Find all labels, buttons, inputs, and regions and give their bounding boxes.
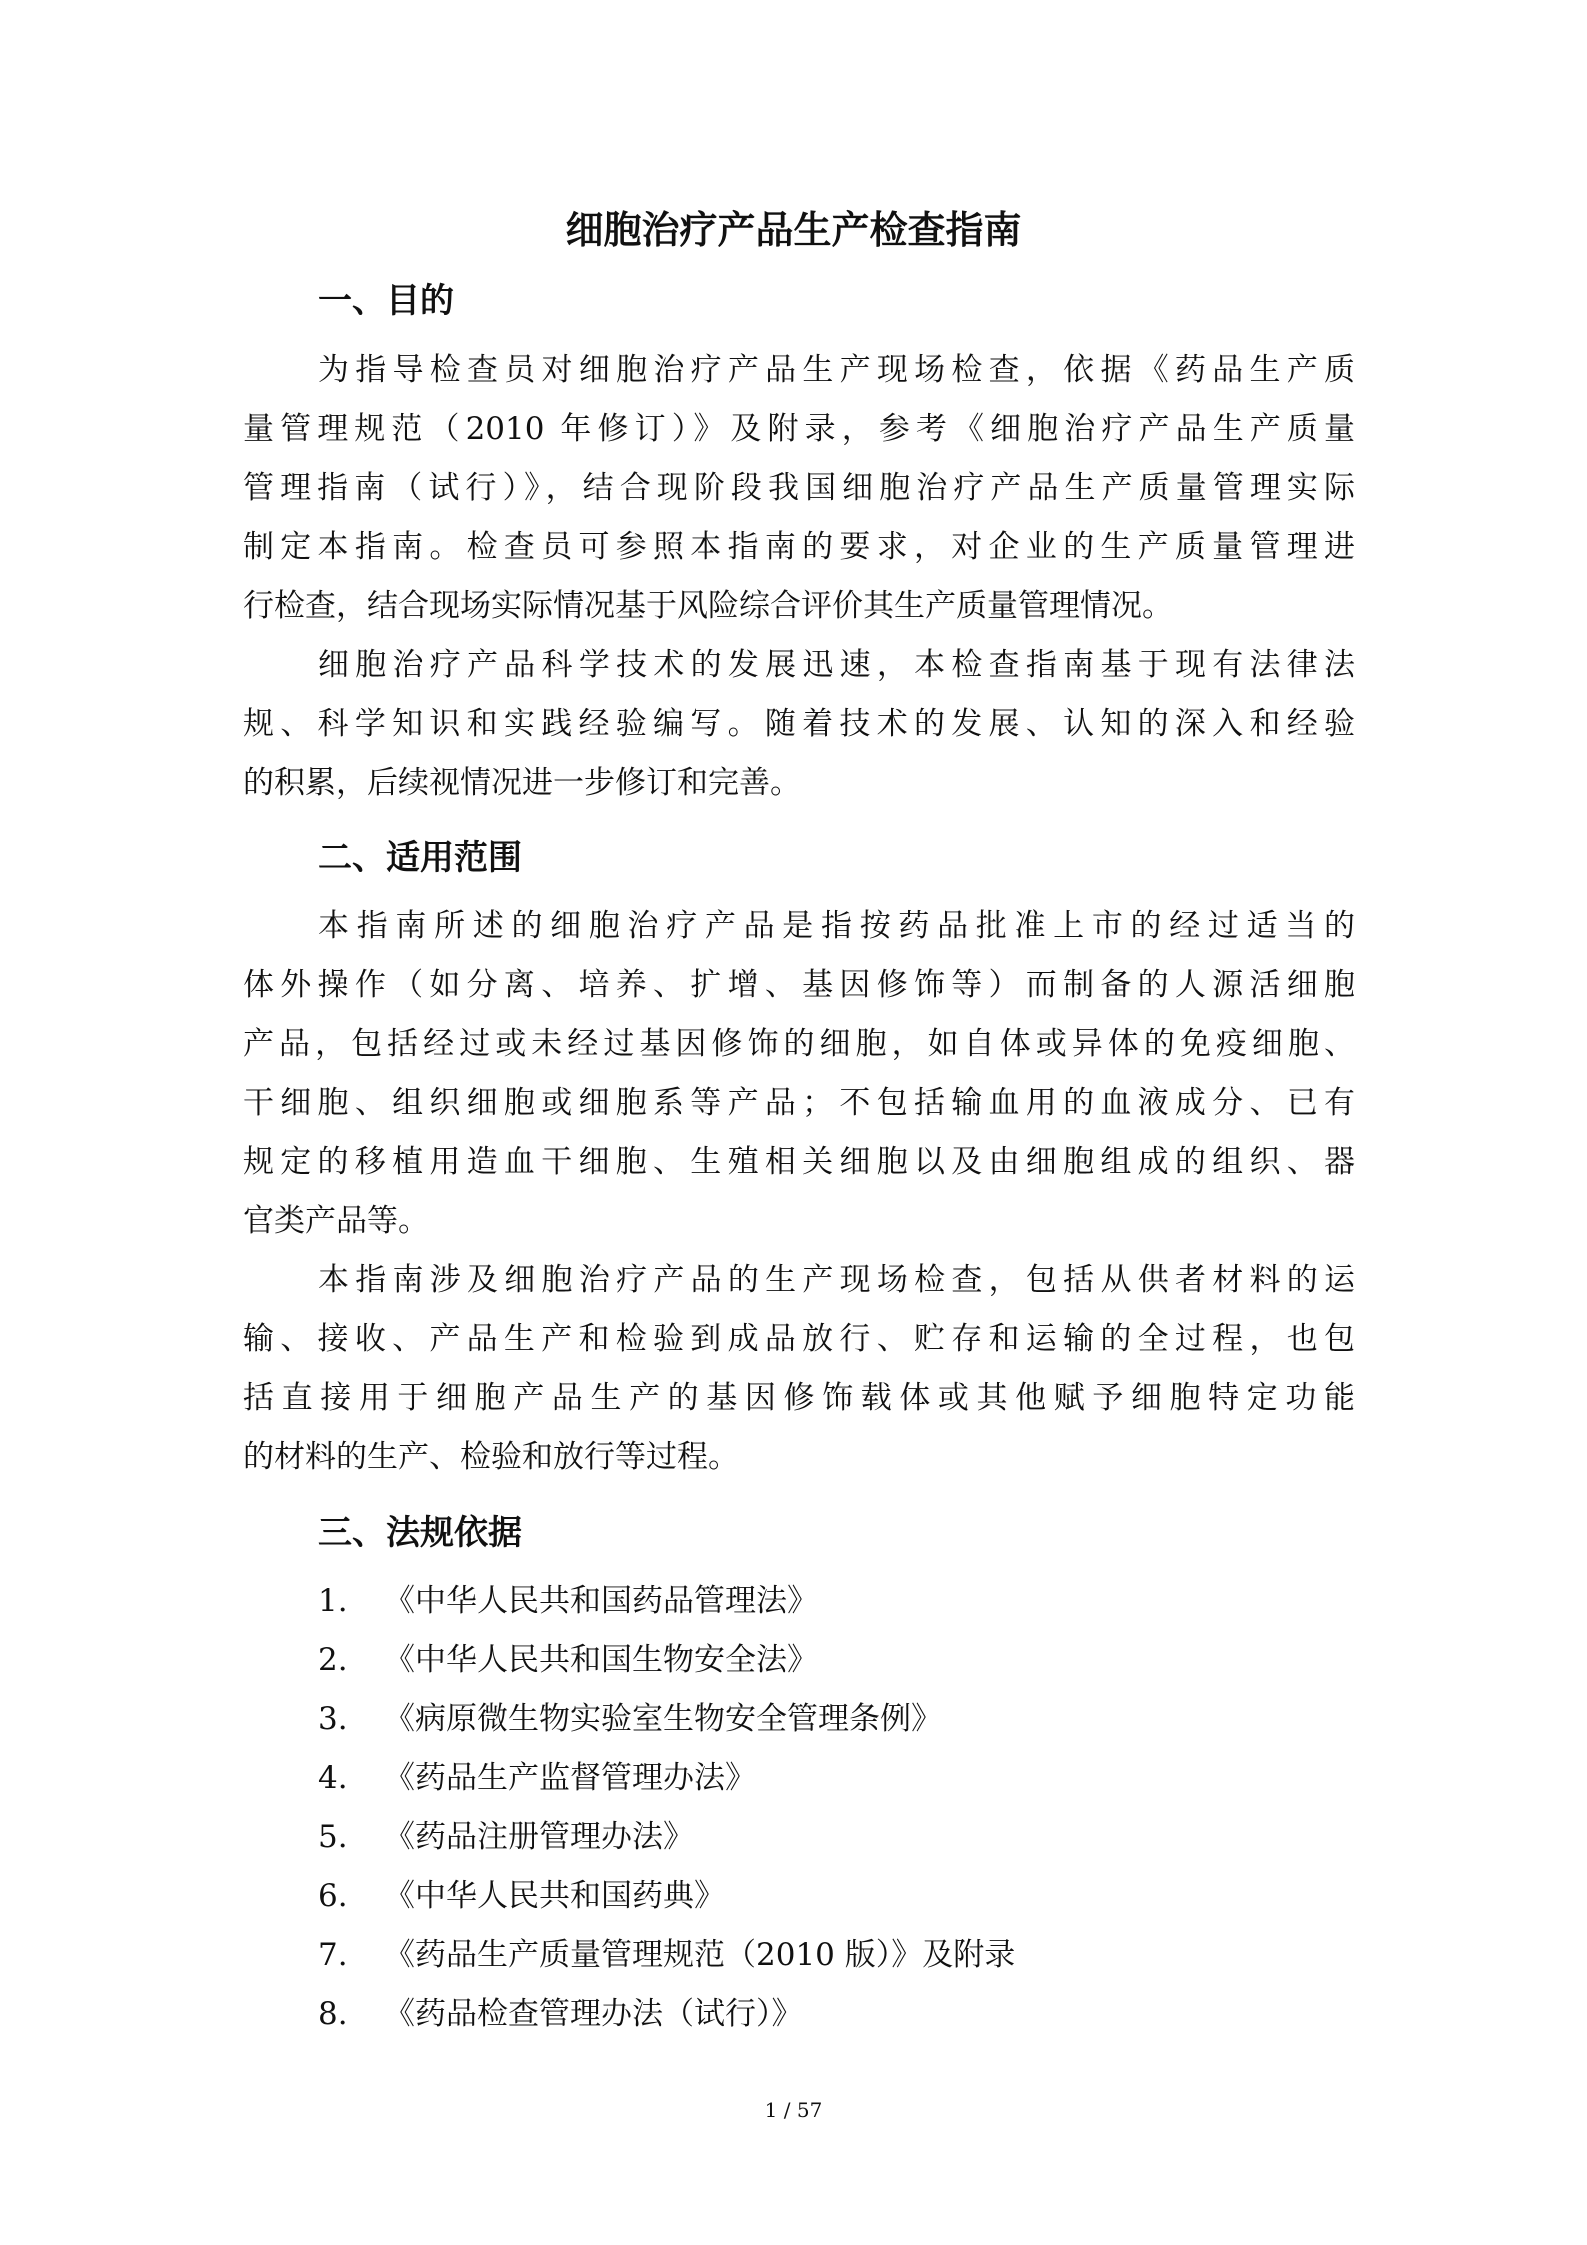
list-text: 《病原微生物实验室生物安全管理条例》 [384,1701,942,1737]
page-number: 1 / 57 [764,2098,823,2122]
text-line: 括直接用于细胞产品生产的基因修饰载体或其他赋予细胞特定功能 [243,1380,1355,1416]
list-number: 6. [318,1878,348,1914]
list-item [318,1572,1015,1631]
text-line: 管理指南（试行）》，结合现阶段我国细胞治疗产品生产质量管理实际 [243,470,1355,506]
list-item [318,1749,1015,1808]
list-number: 8. [318,1996,348,2032]
list-item [318,1808,1015,1867]
text-line: 行检查，结合现场实际情况基于风险综合评价其生产质量管理情况。 [243,588,1173,624]
regulation-list [318,1572,1015,2044]
section-heading-scope: 二、适用范围 [318,838,522,878]
list-text: 《中华人民共和国生物安全法》 [384,1642,818,1678]
text-line: 输、接收、产品生产和检验到成品放行、贮存和运输的全过程，也包 [243,1321,1355,1357]
document-title: 细胞治疗产品生产检查指南 [565,208,1022,252]
list-text: 《药品生产质量管理规范（2010 版）》及附录 [384,1937,1016,1973]
list-item [318,1690,1015,1749]
section-heading-purpose: 一、目的 [318,281,454,321]
text-line: 的积累，后续视情况进一步修订和完善。 [243,765,801,801]
text-line: 量管理规范（2010 年修订）》及附录，参考《细胞治疗产品生产质量 [243,411,1355,447]
list-number: 4. [318,1760,348,1796]
list-number: 2. [318,1642,348,1678]
text-line: 体外操作（如分离、培养、扩增、基因修饰等）而制备的人源活细胞 [243,967,1355,1003]
list-item [318,1867,1015,1926]
text-line: 为指导检查员对细胞治疗产品生产现场检查，依据《药品生产质 [318,352,1355,388]
list-number: 3. [318,1701,348,1737]
text-line: 干细胞、组织细胞或细胞系等产品；不包括输血用的血液成分、已有 [243,1085,1355,1121]
list-text: 《中华人民共和国药典》 [384,1878,725,1914]
text-line: 官类产品等。 [243,1203,429,1239]
text-line: 细胞治疗产品科学技术的发展迅速，本检查指南基于现有法律法 [318,647,1355,683]
list-number: 7. [318,1937,348,1973]
list-text: 《药品注册管理办法》 [384,1819,694,1855]
text-line: 规定的移植用造血干细胞、生殖相关细胞以及由细胞组成的组织、器 [243,1144,1355,1180]
text-line: 产品，包括经过或未经过基因修饰的细胞，如自体或异体的免疫细胞、 [243,1026,1355,1062]
list-item [318,1631,1015,1690]
text-line: 本指南所述的细胞治疗产品是指按药品批准上市的经过适当的 [318,908,1355,944]
paragraph [243,1251,1355,1487]
paragraph [243,341,1355,636]
list-number: 1. [318,1583,348,1619]
list-number: 5. [318,1819,348,1855]
list-text: 《中华人民共和国药品管理法》 [384,1583,818,1619]
text-line: 制定本指南。检查员可参照本指南的要求，对企业的生产质量管理进 [243,529,1355,565]
text-line: 本指南涉及细胞治疗产品的生产现场检查，包括从供者材料的运 [318,1262,1355,1298]
list-item [318,1985,1015,2044]
list-item [318,1926,1015,1985]
section-heading-legal-basis: 三、法规依据 [318,1513,522,1553]
text-line: 的材料的生产、检验和放行等过程。 [243,1439,739,1475]
text-line: 规、科学知识和实践经验编写。随着技术的发展、认知的深入和经验 [243,706,1355,742]
list-text: 《药品检查管理办法（试行）》 [384,1996,803,2032]
paragraph [243,897,1355,1251]
list-text: 《药品生产监督管理办法》 [384,1760,756,1796]
paragraph [243,636,1355,813]
